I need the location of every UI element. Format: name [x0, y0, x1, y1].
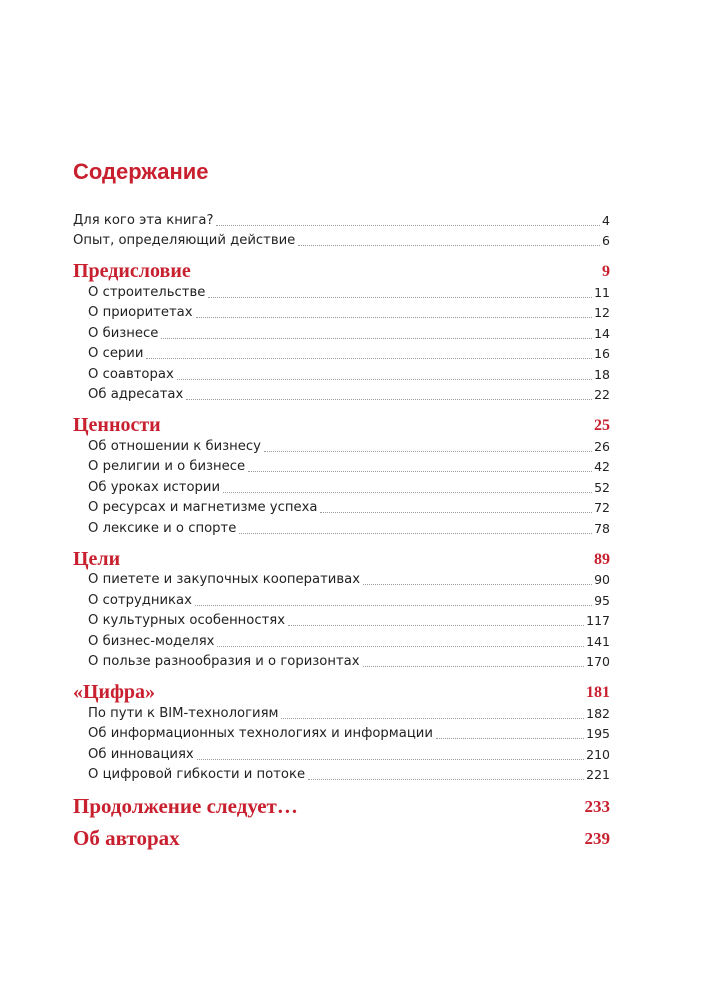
- toc-entry[interactable]: [73, 282, 610, 303]
- entry-page-number: 52: [594, 479, 610, 495]
- section-heading[interactable]: [73, 261, 610, 282]
- section-title: «Цифра»: [73, 681, 156, 703]
- dot-leader: [223, 492, 592, 493]
- dot-leader: [281, 718, 584, 719]
- dot-leader: [248, 471, 592, 472]
- entry-page-number: 12: [594, 305, 610, 320]
- entry-label: О бизнес-моделях: [88, 633, 215, 649]
- section-page-number: 9: [602, 263, 610, 280]
- entry-label: Об информационных технологиях и информации: [88, 726, 433, 741]
- toc-entry[interactable]: [73, 703, 610, 724]
- entry-page-number: 95: [594, 592, 610, 608]
- entry-label: Об инновациях: [88, 746, 194, 762]
- dot-leader: [196, 317, 593, 318]
- dot-leader: [436, 738, 584, 739]
- section-page-number: 25: [594, 417, 610, 434]
- toc-entry[interactable]: [73, 231, 610, 252]
- dot-leader: [298, 245, 600, 246]
- toc-entry[interactable]: [73, 611, 610, 632]
- entry-page-number: 221: [586, 767, 610, 782]
- dot-leader: [216, 225, 600, 226]
- section-title: Цели: [73, 547, 121, 570]
- entry-label: Об отношении к бизнесу: [88, 438, 261, 454]
- entry-label: Для кого эта книга?: [73, 212, 214, 228]
- table-of-contents: [73, 156, 610, 849]
- dot-leader: [363, 584, 592, 585]
- dot-leader: [161, 338, 592, 339]
- entry-label: О лексике и о спорте: [88, 520, 237, 536]
- dot-leader: [288, 625, 584, 626]
- section-heading[interactable]: [73, 795, 610, 817]
- section-title: Предисловие: [73, 260, 191, 282]
- entry-label: Об адресатах: [88, 387, 184, 402]
- dot-leader: [197, 759, 584, 760]
- entry-label: О ресурсах и магнетизме успеха: [88, 500, 318, 515]
- entry-label: Опыт, определяющий действие: [73, 233, 296, 248]
- toc-entries: [73, 210, 610, 849]
- entry-page-number: 141: [586, 633, 610, 649]
- toc-entry[interactable]: [73, 652, 610, 673]
- dot-leader: [308, 779, 584, 780]
- entry-label: Об уроках истории: [88, 479, 221, 495]
- toc-title: Содержание: [73, 159, 209, 184]
- entry-label: О строительстве: [88, 284, 206, 300]
- entry-page-number: 18: [594, 366, 610, 382]
- toc-entry[interactable]: [73, 364, 610, 385]
- dot-leader: [177, 379, 592, 380]
- dot-leader: [264, 451, 592, 452]
- toc-entry[interactable]: [73, 765, 610, 786]
- toc-entry[interactable]: [73, 498, 610, 519]
- entry-page-number: 117: [586, 613, 610, 628]
- entry-label: О сотрудниках: [88, 592, 192, 608]
- entry-label: О цифровой гибкости и потоке: [88, 767, 306, 782]
- entry-label: О пользе разнообразия и о горизонтах: [88, 654, 360, 669]
- entry-page-number: 22: [594, 387, 610, 402]
- section-heading[interactable]: [73, 682, 610, 703]
- section-page-number: 89: [594, 550, 610, 568]
- section-title: Об авторах: [73, 826, 180, 850]
- section-page-number: 233: [584, 797, 610, 816]
- toc-entry[interactable]: [73, 436, 610, 457]
- section-heading[interactable]: [73, 549, 610, 570]
- toc-entry[interactable]: [73, 323, 610, 344]
- section-heading[interactable]: [73, 827, 610, 849]
- toc-entry[interactable]: [73, 724, 610, 745]
- entry-label: О бизнесе: [88, 325, 159, 341]
- dot-leader: [239, 533, 592, 534]
- entry-page-number: 90: [594, 572, 610, 587]
- dot-leader: [186, 399, 592, 400]
- section-page-number: 181: [586, 684, 610, 701]
- toc-entry[interactable]: [73, 457, 610, 478]
- dot-leader: [208, 297, 592, 298]
- dot-leader: [320, 512, 592, 513]
- toc-entry[interactable]: [73, 344, 610, 365]
- toc-entry[interactable]: [73, 303, 610, 324]
- dot-leader: [195, 605, 592, 606]
- entry-page-number: 42: [594, 459, 610, 474]
- entry-page-number: 4: [602, 212, 610, 228]
- entry-label: О культурных особенностях: [88, 613, 286, 628]
- entry-page-number: 78: [594, 520, 610, 536]
- entry-page-number: 14: [594, 325, 610, 341]
- entry-label: О пиетете и закупочных кооперативах: [88, 572, 360, 587]
- section-page-number: 239: [584, 829, 610, 848]
- toc-entry[interactable]: [73, 744, 610, 765]
- entry-page-number: 6: [602, 233, 610, 248]
- entry-page-number: 210: [586, 746, 610, 762]
- entry-label: О соавторах: [88, 366, 174, 382]
- toc-entry[interactable]: [73, 631, 610, 652]
- entry-page-number: 16: [594, 346, 610, 361]
- toc-entry[interactable]: [73, 570, 610, 591]
- section-title: Продолжение следует…: [73, 794, 298, 818]
- section-heading[interactable]: [73, 415, 610, 436]
- toc-entry[interactable]: [73, 590, 610, 611]
- entry-page-number: 182: [586, 705, 610, 721]
- dot-leader: [217, 646, 584, 647]
- entry-page-number: 195: [586, 726, 610, 741]
- entry-label: О приоритетах: [88, 305, 193, 320]
- dot-leader: [363, 666, 585, 667]
- entry-label: О серии: [88, 346, 144, 361]
- dot-leader: [146, 358, 592, 359]
- section-title: Ценности: [73, 414, 161, 436]
- toc-entry[interactable]: [73, 210, 610, 231]
- entry-label: По пути к BIM-технологиям: [88, 705, 279, 721]
- entry-page-number: 11: [594, 284, 610, 300]
- toc-entry[interactable]: [73, 518, 610, 539]
- entry-page-number: 72: [594, 500, 610, 515]
- toc-entry[interactable]: [73, 477, 610, 498]
- entry-page-number: 26: [594, 438, 610, 454]
- entry-page-number: 170: [586, 654, 610, 669]
- toc-entry[interactable]: [73, 385, 610, 406]
- entry-label: О религии и о бизнесе: [88, 459, 246, 474]
